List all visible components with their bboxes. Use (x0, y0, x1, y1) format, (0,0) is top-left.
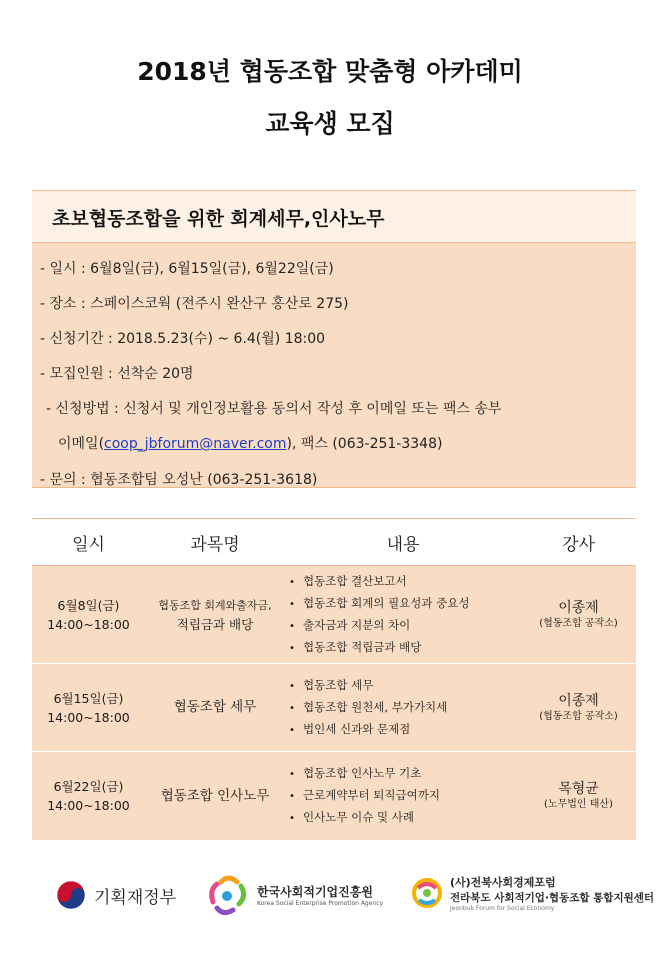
sponsor-logos (0, 868, 660, 928)
info-contact: - 문의 : 협동조합팀 오성난 (063-251-3618) (40, 472, 318, 488)
jbse-center-name: 전라북도 사회적기업·협동조합 통합지원센터 (450, 892, 655, 904)
list-item: • 협동조합 원천세, 부가가치세 (285, 697, 447, 719)
info-list (32, 243, 636, 488)
course-text: 협동조합 세무 (173, 699, 257, 715)
row-course (145, 752, 285, 840)
jbse-name: (사)전북사회경제포럼 (450, 876, 556, 889)
ksepa-logo (205, 872, 383, 918)
instructor-org: (노무법인 태산) (544, 799, 613, 810)
instructor-name: 이종제 (558, 599, 599, 616)
row-date (32, 566, 145, 663)
row-instructor (521, 664, 636, 751)
course-subject: 초보협동조합을 위한 회계세무,인사노무 (32, 190, 636, 243)
course-text: 협동조합 인사노무 (160, 787, 270, 804)
moef-logo (56, 880, 176, 910)
table-row (32, 566, 636, 664)
info-box (32, 190, 636, 488)
moef-name: 기획재정부 (94, 887, 177, 908)
schedule-header (32, 518, 636, 566)
header-instructor: 강사 (562, 534, 595, 555)
method-suffix: ), 팩스 (063-251-3348) (286, 436, 443, 452)
header-date: 일시 (72, 534, 105, 555)
method-prefix: 이메일( (58, 436, 105, 452)
header-content: 내용 (386, 534, 420, 555)
jbse-mark-icon (410, 876, 444, 910)
info-place: - 장소 : 스페이스코웍 (전주시 완산구 홍산로 275) (40, 296, 349, 312)
time-text: 14:00~18:00 (47, 798, 130, 813)
poster-title: 2018년 협동조합 맞춤형 아카데미 (137, 57, 523, 86)
row-date (32, 752, 145, 840)
info-method: - 신청방법 : 신청서 및 개인정보활용 동의서 작성 후 이메일 또는 팩스 송부 (46, 401, 502, 417)
ksepa-name: 한국사회적기업진흥원 (257, 885, 373, 899)
row-content (285, 566, 521, 663)
date-text: 6월8일(금) (57, 597, 120, 613)
date-text: 6월15일(금) (53, 690, 124, 706)
header-course: 과목명 (190, 534, 240, 555)
poster-subtitle: 교육생 모집 (265, 109, 395, 138)
ksepa-mark-icon (205, 872, 251, 918)
instructor-org: (협동조합 공작소) (539, 710, 618, 722)
list-item: • 법인세 신과와 문제점 (285, 719, 447, 741)
taegeuk-icon (56, 880, 86, 910)
list-item: • 협동조합 인사노무 기초 (285, 763, 440, 785)
email-link[interactable]: coop_jbforum@naver.com (104, 436, 287, 452)
info-method-contact (32, 427, 636, 463)
list-item: • 협동조합 회계의 필요성과 중요성 (285, 593, 470, 615)
course-text: 협동조합 회계와출자금, (158, 598, 272, 612)
row-course (145, 566, 285, 663)
table-row (32, 752, 636, 841)
row-instructor (521, 566, 636, 663)
row-course (145, 664, 285, 751)
table-row (32, 664, 636, 752)
row-date (32, 664, 145, 751)
list-item: • 인사노무 이슈 및 사례 (285, 807, 440, 829)
jbse-logo (410, 874, 654, 912)
info-date: - 일시 : 6월8일(금), 6월15일(금), 6월22일(금) (40, 261, 334, 277)
jbse-name-en: Jeonbuk Forum for Social Economy (450, 905, 555, 912)
instructor-name: 목형균 (558, 781, 599, 797)
info-period: - 신청기간 : 2018.5.23(수) ~ 6.4(월) 18:00 (40, 331, 326, 347)
time-text: 14:00~18:00 (47, 709, 130, 725)
time-text: 14:00~18:00 (47, 616, 130, 632)
ksepa-name-en: Korea Social Enterprise Promotion Agency (257, 900, 384, 907)
schedule-table (32, 518, 636, 841)
row-content (285, 664, 521, 751)
info-capacity: - 모집인원 : 선착순 20명 (40, 366, 194, 382)
course-text-2: 적립금과 배당 (176, 616, 254, 632)
list-item: • 협동조합 세무 (285, 675, 447, 697)
row-content (285, 752, 521, 840)
date-text: 6월22일(금) (53, 779, 124, 794)
list-item: • 협동조합 적립금과 배당 (285, 637, 470, 659)
list-item: • 출자금과 지분의 차이 (285, 615, 470, 637)
list-item: • 근로계약부터 퇴직급여까지 (285, 785, 440, 807)
row-instructor (521, 752, 636, 840)
list-item: • 협동조합 결산보고서 (285, 571, 470, 593)
instructor-name: 이종제 (558, 692, 599, 709)
instructor-org: (협동조합 공작소) (539, 617, 618, 629)
